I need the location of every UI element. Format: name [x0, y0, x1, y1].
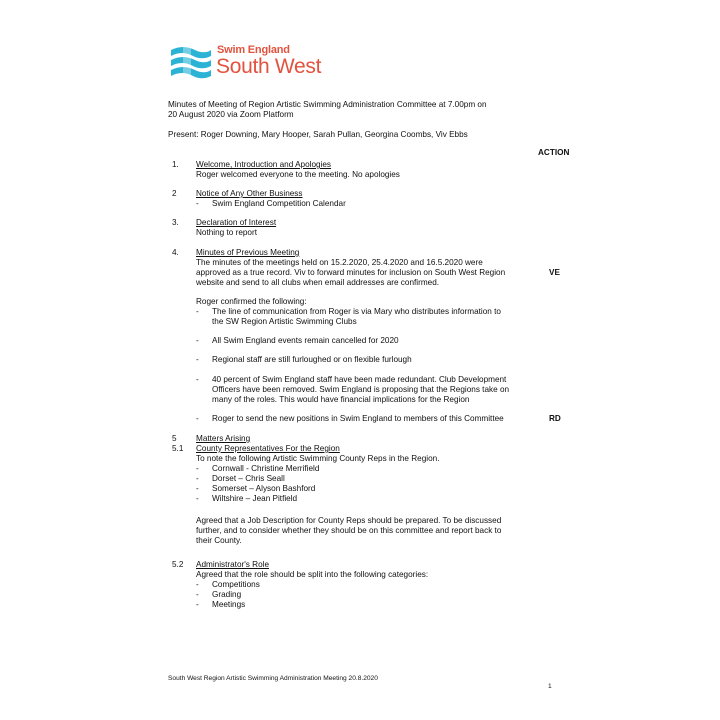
action-column-header: ACTION [538, 148, 570, 157]
section-5-1-heading: County Representatives For the Region [196, 444, 340, 453]
section-5-number: 5 [172, 434, 177, 443]
bullet-dash: - [196, 414, 199, 423]
section-4-bullet-4-line3: many of the roles. This would have financial implications for the Region [212, 395, 470, 404]
swim-england-logo [169, 44, 349, 84]
county-rep-item: Somerset – Alyson Bashford [212, 484, 316, 493]
bullet-dash: - [196, 375, 199, 384]
section-2-heading: Notice of Any Other Business [196, 189, 303, 198]
action-rd: RD [549, 414, 561, 423]
logo-line2: South West [216, 55, 322, 78]
page-footer: South West Region Artistic Swimming Administration Meeting 20.8.2020 [168, 675, 378, 682]
section-2-bullet: Swim England Competition Calendar [212, 199, 346, 208]
agreed-line2: further, and to consider whether they should be on this committee and report back to [196, 526, 502, 535]
attendees: Present: Roger Downing, Mary Hooper, Sarah Pullan, Georgina Coombs, Viv Ebbs [168, 130, 468, 139]
action-ve: VE [549, 268, 560, 277]
meeting-title-line2: 20 August 2020 via Zoom Platform [168, 110, 294, 119]
section-4-number: 4. [172, 248, 179, 257]
agreed-line3: their County. [196, 536, 242, 545]
section-3-heading: Declaration of Interest [196, 218, 277, 227]
agreed-line1: Agreed that a Job Description for County Reps should be prepared. To be discussed [196, 516, 502, 525]
section-2-number: 2 [172, 189, 177, 198]
section-4-para-line2: approved as a true record. Viv to forward minutes for inclusion on South West Region [196, 268, 506, 277]
section-4-heading: Minutes of Previous Meeting [196, 248, 300, 257]
section-1-heading: Welcome, Introduction and Apologies [196, 160, 332, 169]
section-5-1-text: To note the following Artistic Swimming County Reps in the Region. [196, 454, 440, 463]
logo-line1: Swim England [217, 44, 290, 56]
section-4-para-line3: website and send to all clubs when email addresses are confirmed. [196, 278, 440, 287]
section-4-bullet-2: All Swim England events remain cancelled for 2020 [212, 336, 399, 345]
section-5-2-text: Agreed that the role should be split into the following categories: [196, 570, 429, 579]
category-item: Grading [212, 590, 242, 599]
section-4-bullet-1-line2: the SW Region Artistic Swimming Clubs [212, 317, 357, 326]
section-4-para-line1: The minutes of the meetings held on 15.2.2020, 25.4.2020 and 16.5.2020 were [196, 258, 483, 267]
bullet-dash: - [196, 355, 199, 364]
bullet-dash: - [196, 199, 199, 208]
bullet-dash: - [196, 307, 199, 316]
section-3-number: 3. [172, 218, 179, 227]
section-1-number: 1. [172, 160, 179, 169]
county-rep-item: Dorset – Chris Seall [212, 474, 285, 483]
section-4-bullet-1-line1: The line of communication from Roger is via Mary who distributes information to [212, 307, 501, 316]
section-4-bullet-4-line2: Officers have been removed. Swim England is proposing that the Regions take on [212, 385, 510, 394]
meeting-title-line1: Minutes of Meeting of Region Artistic Swimming Administration Committee at 7.00pm on [168, 100, 487, 109]
section-4-bullet-5: Roger to send the new positions in Swim England to members of this Committee [212, 414, 504, 423]
section-3-text: Nothing to report [196, 228, 257, 237]
wave-logo-icon [169, 44, 213, 84]
section-4-bullet-4-line1: 40 percent of Swim England staff have been made redundant. Club Development [212, 375, 507, 384]
category-item: Competitions [212, 580, 260, 589]
bullet-dash: - [196, 474, 199, 483]
bullet-dash: - [196, 600, 199, 609]
section-4-bullet-3: Regional staff are still furloughed or on flexible furlough [212, 355, 412, 364]
bullet-dash: - [196, 484, 199, 493]
county-rep-item: Cornwall - Christine Merrifield [212, 464, 320, 473]
category-item: Meetings [212, 600, 246, 609]
section-5-heading: Matters Arising [196, 434, 251, 443]
section-1-text: Roger welcomed everyone to the meeting. No apologies [196, 170, 400, 179]
bullet-dash: - [196, 494, 199, 503]
bullet-dash: - [196, 464, 199, 473]
county-rep-item: Wiltshire – Jean Pitfield [212, 494, 298, 503]
bullet-dash: - [196, 590, 199, 599]
bullet-dash: - [196, 336, 199, 345]
section-5-2-heading: Administrator's Role [196, 560, 269, 569]
page-number: 1 [548, 683, 552, 690]
section-5-1-number: 5.1 [172, 444, 184, 453]
section-4-confirm: Roger confirmed the following: [196, 297, 307, 306]
bullet-dash: - [196, 580, 199, 589]
section-5-2-number: 5.2 [172, 560, 184, 569]
